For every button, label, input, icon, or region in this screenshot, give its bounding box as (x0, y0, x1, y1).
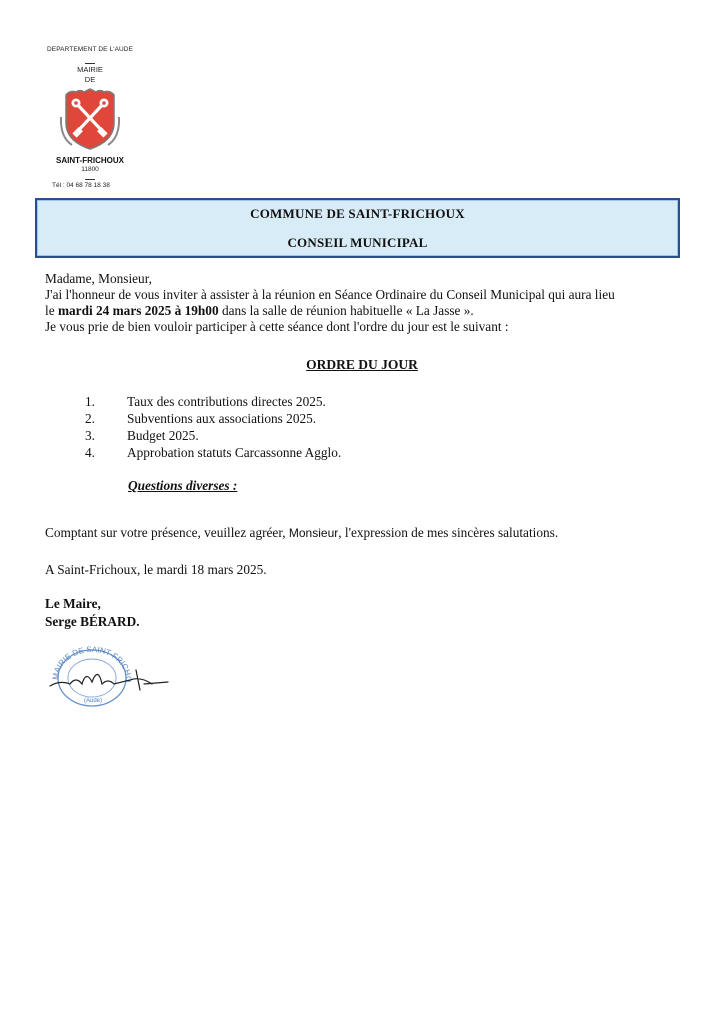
item-number: 2. (85, 411, 95, 426)
meeting-location: dans la salle de réunion habituelle « La Jasse ». (221, 303, 474, 318)
request-text: Je vous prie de bien vouloir participer à cette séance dont l'ordre du jour est le suivant : (45, 319, 509, 334)
place-and-date: A Saint-Frichoux, le mardi 18 mars 2025. (45, 562, 267, 577)
list-item (85, 410, 585, 427)
list-item (85, 427, 585, 444)
agenda-list (85, 393, 585, 461)
letter-body (45, 271, 695, 335)
closing-part1: Comptant sur votre présence, veuillez agréer, (45, 525, 286, 540)
item-text: Approbation statuts Carcassonne Agglo. (127, 445, 342, 460)
stamp-text: MAIRIE DE SAINT-FRICHO (50, 644, 134, 683)
commune-title: COMMUNE DE SAINT-FRICHOUX (250, 206, 465, 221)
questions-diverses: Questions diverses : (128, 478, 238, 493)
closing-part2: , l'expression de mes sincères salutations. (338, 525, 559, 540)
item-number: 4. (85, 445, 95, 460)
item-text: Subventions aux associations 2025. (127, 411, 317, 426)
item-text: Budget 2025. (127, 428, 199, 443)
signer-block (45, 595, 140, 631)
item-number: 1. (85, 394, 95, 409)
closing-formula (45, 525, 558, 541)
postcode: 11800 (81, 166, 99, 173)
intro-text: J'ai l'honneur de vous inviter à assister à la réunion en Séance Ordinaire du Conseil Municipal qui aura lieu (45, 287, 615, 302)
item-number: 3. (85, 428, 95, 443)
divider (85, 63, 95, 64)
salutation: Madame, Monsieur, (45, 271, 152, 286)
le-word: le (45, 303, 55, 318)
signer-name: Serge BÉRARD. (45, 614, 140, 629)
de-label: DE (84, 75, 96, 84)
signature-stamp (40, 640, 180, 710)
phone-number: Tél : 04 68 78 18 38 (52, 182, 110, 189)
list-item (85, 444, 585, 461)
closing-title-word: Monsieur (288, 526, 339, 540)
letterhead (30, 46, 150, 189)
commune-name: SAINT-FRICHOUX (56, 156, 124, 165)
department-label: DEPARTEMENT DE L'AUDE (46, 46, 134, 53)
signer-role: Le Maire, (45, 596, 101, 611)
list-item (85, 393, 585, 410)
divider (85, 179, 95, 180)
meeting-line (45, 303, 695, 319)
meeting-date-time: mardi 24 mars 2025 à 19h00 (57, 303, 219, 318)
title-box (35, 198, 680, 258)
coat-of-arms-icon (58, 87, 122, 153)
mairie-label: MAIRIE (77, 65, 103, 74)
council-title: CONSEIL MUNICIPAL (287, 235, 428, 250)
stamp-subtext: (Aude) (84, 698, 103, 704)
agenda-title: ORDRE DU JOUR (306, 357, 418, 372)
item-text: Taux des contributions directes 2025. (127, 394, 326, 409)
